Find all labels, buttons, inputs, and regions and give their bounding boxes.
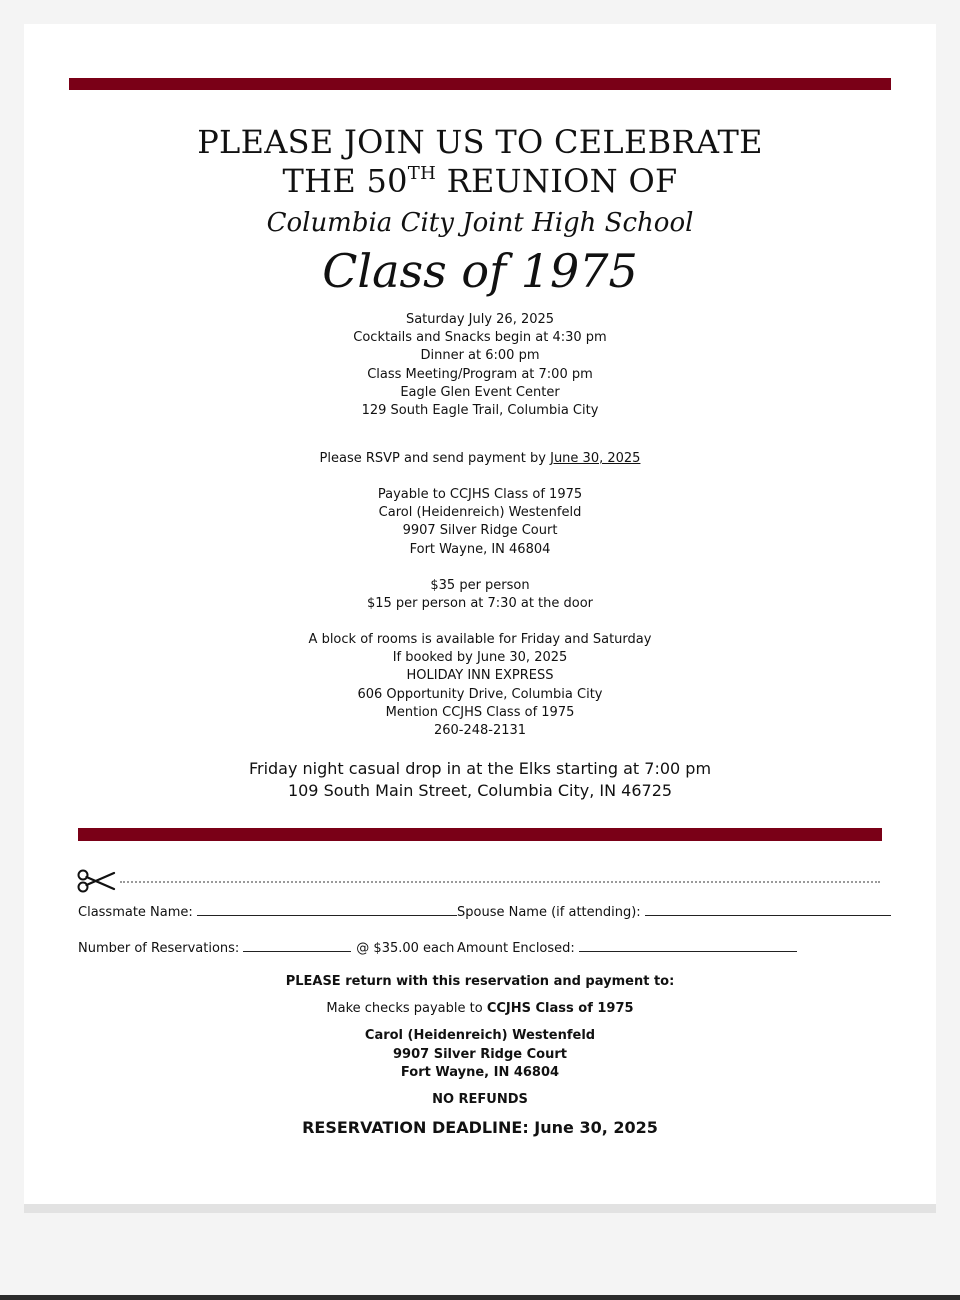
price-door: $15 per person at 7:30 at the door	[366, 596, 594, 612]
event-dinner: Dinner at 6:00 pm	[420, 348, 540, 364]
hotel-address: 606 Opportunity Drive, Columbia City	[357, 686, 603, 702]
price-each: @ $35.00 each	[356, 941, 455, 956]
cut-line	[120, 881, 880, 883]
amount-enclosed-field[interactable]	[457, 937, 797, 958]
flyer-page	[24, 24, 936, 1204]
checks-line-block	[24, 1000, 936, 1019]
payable-street: 9907 Silver Ridge Court	[402, 523, 558, 539]
payable-line: Payable to CCJHS Class of 1975	[377, 487, 583, 502]
event-cocktails: Cocktails and Snacks begin at 4:30 pm	[353, 330, 607, 346]
viewer-bottom-bar	[0, 1295, 960, 1300]
return-name: Carol (Heidenreich) Westenfeld	[364, 1028, 596, 1043]
payable-city: Fort Wayne, IN 46804	[409, 541, 551, 557]
return-heading-block	[24, 973, 936, 992]
class-title: Class of 1975	[322, 244, 638, 298]
headline	[24, 123, 936, 201]
top-divider-bar	[69, 78, 891, 90]
rsvp-text: Please RSVP and send payment by	[319, 451, 551, 466]
headline-superscript: TH	[407, 163, 437, 184]
no-refunds: NO REFUNDS	[432, 1092, 528, 1107]
rsvp-date: June 30, 2025	[550, 451, 641, 466]
checks-payee: CCJHS Class of 1975	[486, 1001, 634, 1016]
return-address-block	[24, 1027, 936, 1083]
return-street: 9907 Silver Ridge Court	[393, 1046, 567, 1062]
checks-text: Make checks payable to	[326, 1001, 487, 1016]
event-meeting: Class Meeting/Program at 7:00 pm	[367, 366, 593, 382]
no-refunds-block	[24, 1091, 936, 1110]
return-heading: PLEASE return with this reservation and payment to:	[285, 974, 675, 989]
headline-line-2-post: REUNION OF	[436, 162, 678, 200]
hotel-line-1: A block of rooms is available for Friday and Saturday	[308, 632, 652, 647]
headline-line-1: PLEASE JOIN US TO CELEBRATE	[197, 123, 763, 161]
school-name: Columbia City Joint High School	[266, 208, 694, 238]
hotel-name: HOLIDAY INN EXPRESS	[406, 668, 554, 684]
spouse-name-blank[interactable]	[645, 901, 891, 916]
hotel-block	[24, 631, 936, 740]
scissors-icon	[76, 868, 116, 894]
reservation-deadline: RESERVATION DEADLINE: June 30, 2025	[302, 1118, 658, 1137]
event-address: 129 South Eagle Trail, Columbia City	[361, 402, 599, 418]
event-details	[24, 311, 936, 420]
page-shadow	[24, 1204, 936, 1213]
amount-enclosed-label: Amount Enclosed:	[457, 941, 575, 956]
classmate-name-label: Classmate Name:	[78, 905, 193, 920]
friday-block	[24, 758, 936, 802]
payable-block	[24, 486, 936, 559]
event-venue: Eagle Glen Event Center	[400, 384, 560, 400]
reservations-field[interactable]	[78, 937, 454, 958]
rsvp-line	[24, 450, 936, 468]
friday-line-2: 109 South Main Street, Columbia City, IN 46725	[287, 781, 673, 800]
hotel-line-2: If booked by June 30, 2025	[392, 650, 568, 666]
spouse-name-field[interactable]	[457, 901, 891, 922]
return-city: Fort Wayne, IN 46804	[400, 1065, 560, 1080]
event-date: Saturday July 26, 2025	[405, 312, 555, 327]
headline-line-2-pre: THE 50	[282, 162, 408, 200]
payable-name: Carol (Heidenreich) Westenfeld	[378, 505, 582, 521]
classmate-name-field[interactable]	[78, 901, 457, 922]
hotel-phone: 260-248-2131	[433, 722, 527, 738]
amount-enclosed-blank[interactable]	[579, 937, 797, 952]
classmate-name-blank[interactable]	[197, 901, 457, 916]
headline-line-2	[24, 162, 936, 201]
hotel-mention: Mention CCJHS Class of 1975	[385, 704, 575, 720]
reservations-blank[interactable]	[243, 937, 351, 952]
pricing-block	[24, 577, 936, 613]
price-advance: $35 per person	[430, 578, 530, 593]
friday-line-1: Friday night casual drop in at the Elks starting at 7:00 pm	[248, 759, 712, 778]
middle-divider-bar	[78, 828, 882, 841]
spouse-name-label: Spouse Name (if attending):	[457, 905, 641, 920]
reservations-label: Number of Reservations:	[78, 941, 240, 956]
